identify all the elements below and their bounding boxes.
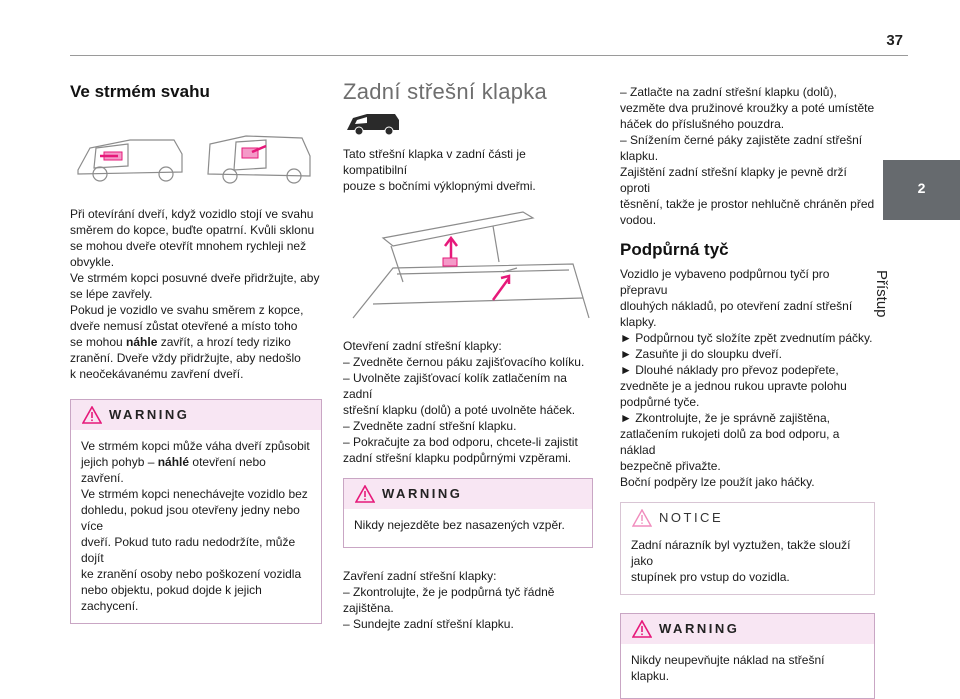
warning-title: WARNING [382,486,463,501]
warning-triangle-icon [632,620,652,638]
chapter-tab[interactable] [883,160,960,220]
open-step: střešní klapku (dolů) a poté uvolněte háček. [343,403,576,417]
warning-line: ke zranění osoby nebo poškození vozidla [81,567,302,581]
warning-header [621,614,874,644]
bar-line: podpůrné tyče. [620,395,700,409]
bar-line: Vozidlo je vybaveno podpůrnou tyčí pro přepravu [620,267,830,297]
column-support-bar [620,84,875,699]
open-heading: Otevření zadní střešní klapky: [343,339,502,353]
roof-flap-illustration [343,208,593,326]
chapter-label: Přístup [873,270,890,318]
text-fragment: otevření nebo zavření. [81,455,266,485]
top-line: Zajištění zadní střešní klapky je pevně drží oproti [620,165,847,195]
top-line: těsnění, takže je prostor nehlučně chráněn před [620,197,875,211]
top-line: – Zatlačte na zadní střešní klapku (dolů), [620,85,837,99]
warning-line: dveří. Pokud tuto radu nedodržíte, může dojít [81,535,296,565]
notice-line: Zadní nárazník byl vyztužen, takže slouží jako [631,538,851,568]
heading-support-bar: Podpůrná tyč [620,240,729,259]
warning-line: Ve strmém kopci může váha dveří způsobit [81,439,310,453]
top-line: vezměte dva pružinové kroužky a poté umístěte [620,101,875,115]
intro-line: Tato střešní klapka v zadní části je kompatibilní [343,147,526,177]
bar-line: zatlačením rukojeti dolů za bod odporu, a náklad [620,427,840,457]
van-silhouette-icon [343,108,403,138]
notice-title: NOTICE [659,510,724,525]
open-step: – Pokračujte za bod odporu, chcete-li zajistit [343,435,578,449]
warning-title: WARNING [659,621,740,636]
slope-line: směrem do kopce, buďte opatrní. Kvůli sklonu [70,223,315,237]
warning-line [81,454,311,486]
chapter-number: 2 [917,180,926,196]
warning-box-slope [70,399,322,624]
slope-line: dveře nemusí zůstat otevřené a místo toho [70,319,298,333]
bar-line: Boční podpěry lze použít jako háčky. [620,475,815,489]
close-step: – Zkontrolujte, že je podpůrná tyč řádně [343,585,555,599]
slope-line: se lépe zavřely. [70,287,153,301]
notice-triangle-icon [632,509,652,527]
warning-triangle-icon [355,485,375,503]
bar-line: ► Zasuňte ji do sloupku dveří. [620,347,782,361]
slope-line: Při otevírání dveří, když vozidlo stojí ve svahu [70,207,314,221]
notice-header [621,503,874,533]
text-fragment: zavřít, a hrozí tedy riziko [157,335,291,349]
bold-word: náhlé [157,455,190,469]
bold-word: náhle [126,335,158,349]
warning-header [344,479,592,509]
heading-roof-flap: Zadní střešní klapka [343,79,548,104]
bar-line: bezpečně přivažte. [620,459,721,473]
warning-header [71,400,321,430]
warning-box-struts [343,478,593,548]
bar-line: dlouhých nákladů, po otevření zadní střešní [620,299,853,313]
text-fragment: jejich pohyb – [81,455,158,469]
bar-line: klapky. [620,315,657,329]
notice-line: stupínek pro vstup do vozidla. [631,570,790,584]
bar-line: ► Zkontrolujte, že je správně zajištěna, [620,411,830,425]
slope-line: se mohou dveře otevřít mnohem rychleji než [70,239,307,253]
slope-line [70,334,322,350]
open-step: – Zvedněte černou páku zajišťovacího kolíku. [343,355,585,369]
top-rule [70,55,908,56]
warning-line: dohledu, pokud jsou otevřeny jedny nebo více [81,503,300,533]
bar-line: zvedněte je a jednou rukou upravte polohu [620,379,847,393]
warning-triangle-icon [82,406,102,424]
warning-line: Nikdy nejezděte bez nasazených vzpěr. [354,518,565,532]
warning-box-roof-load [620,613,875,699]
open-step: zadní střešní klapku podpůrnými vzpěrami. [343,451,572,465]
warning-body [344,509,592,547]
warning-line: Ve strmém kopci nenechávejte vozidlo bez [81,487,308,501]
bar-line: ► Dlouhé náklady pro převoz podepřete, [620,363,839,377]
close-step: zajištěna. [343,601,394,615]
top-line: vodou. [620,213,657,227]
warning-line: Nikdy neupevňujte náklad na střešní klapku. [631,653,825,683]
text-fragment: se mohou [70,335,127,349]
slope-line: Ve strmém kopci posuvné dveře přidržujte, aby [70,271,320,285]
warning-title: WARNING [109,407,190,422]
warning-body [621,644,874,698]
slope-paragraph [70,206,322,382]
van-slope-illustration [70,114,320,192]
top-line: klapku. [620,149,659,163]
close-step: – Sundejte zadní střešní klapku. [343,617,514,631]
heading-slope: Ve strmém svahu [70,82,210,101]
page-number: 37 [886,32,903,49]
warning-line: nebo objektu, pokud dojde k jejich zachycení. [81,583,262,613]
top-line: – Snížením černé páky zajistěte zadní střešní [620,133,863,147]
slope-line: k neočekávanému zavření dveří. [70,367,244,381]
slope-line: Pokud je vozidlo ve svahu směrem z kopce, [70,303,304,317]
warning-body [71,430,321,623]
intro-line: pouze s bočními výklopnými dveřmi. [343,179,536,193]
close-heading: Zavření zadní střešní klapky: [343,569,497,583]
column-roof-flap [343,79,593,632]
bar-line: ► Podpůrnou tyč složíte zpět zvednutím páčky. [620,331,873,345]
notice-box [620,502,875,595]
slope-line: zranění. Dveře vždy přidržujte, aby nedošlo [70,351,301,365]
notice-body [621,533,874,594]
close-section [343,568,593,632]
slope-line: obvykle. [70,255,115,269]
column-slope [70,84,322,624]
open-step: – Uvolněte zajišťovací kolík zatlačením na zadní [343,371,567,401]
top-line: háček do příslušného pouzdra. [620,117,785,131]
open-step: – Zvedněte zadní střešní klapku. [343,419,517,433]
